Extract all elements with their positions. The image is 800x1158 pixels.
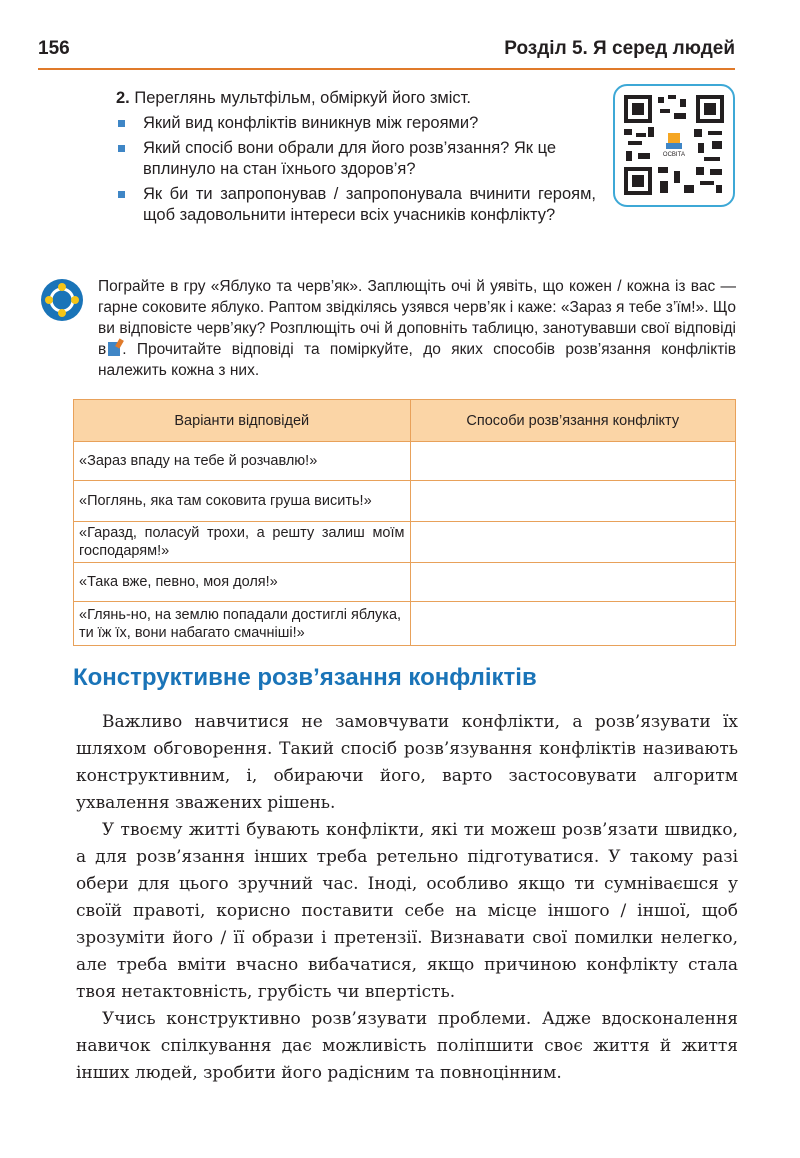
answer-cell: «Така вже, певно, моя доля!» xyxy=(74,563,411,602)
game-text-end: . Прочитайте відповіді та поміркуйте, до яких способів розв’язання конфліктів належить кожна з них. xyxy=(98,341,736,379)
bullet-icon xyxy=(118,120,125,127)
table-header-row xyxy=(74,400,736,442)
task-number: 2. xyxy=(116,89,130,107)
table-row xyxy=(74,481,736,522)
notebook-icon xyxy=(108,342,120,356)
list-item xyxy=(116,184,596,226)
task-lead xyxy=(116,88,596,109)
page-number: 156 xyxy=(38,38,70,59)
table-row xyxy=(74,442,736,481)
answer-cell: «Поглянь, яка там соковита груша висить!» xyxy=(74,481,411,522)
bullet-icon xyxy=(118,145,125,152)
bullet-icon xyxy=(118,191,125,198)
method-cell[interactable] xyxy=(410,481,736,522)
section-title: Конструктивне розв’язання конфліктів xyxy=(73,664,537,691)
question-text: Який вид конфліктів виникнув між героями? xyxy=(143,114,479,132)
table-row xyxy=(74,522,736,563)
paragraph: У твоєму житті бувають конфлікти, які ти можеш розв’язати швидко, а для розв’язання інших треба ретельно підготуватися. У такому разі обери для цього зручний час. Іноді, особливо якщо ти сумніваєшся у своїй правоті, корисно поставити себе на місце іншого / іншої, щоб зрозуміти його / її образи і претензії. Визнавати свої помилки нелегко, але треба вміти вчасно вибачатися, якщо причиною конфлікту стала твоя нетактовність, грубість чи впертість. xyxy=(76,820,738,1002)
table-row xyxy=(74,563,736,602)
paragraph: Учись конструктивно розв’язувати проблеми. Адже вдосконалення навичок спілкування дає можливість поліпшити своє життя й життя інших людей, зробити його радісним та повноцінним. xyxy=(76,1009,738,1083)
qr-logo-text: ОСВІТА xyxy=(662,152,686,158)
method-cell[interactable] xyxy=(410,602,736,646)
answers-table xyxy=(73,399,736,646)
question-text: Як би ти запропонував / запропонувала вчинити героям, щоб задовольнити інтереси всіх учасників конфлікту? xyxy=(143,185,596,224)
method-cell[interactable] xyxy=(410,442,736,481)
answer-cell: «Глянь-но, на землю попадали достиглі яблука, ти їж їх, вони набагато смачніші!» xyxy=(74,602,411,646)
question-list xyxy=(116,113,596,226)
qr-code-graphic xyxy=(615,86,733,205)
question-text: Який спосіб вони обрали для його розв’язання? Як це вплинуло на стан їхнього здоров’я? xyxy=(143,139,557,178)
task-2 xyxy=(116,88,596,230)
list-item xyxy=(116,113,596,134)
game-instructions xyxy=(98,276,736,381)
table-row xyxy=(74,602,736,646)
column-header: Способи розв’язання конфлікту xyxy=(410,400,736,442)
section-body xyxy=(76,709,738,1087)
chapter-title: Розділ 5. Я серед людей xyxy=(504,38,735,59)
group-game-icon xyxy=(40,278,84,322)
answer-cell: «Зараз впаду на тебе й розчавлю!» xyxy=(74,442,411,481)
page-header xyxy=(38,30,735,70)
paragraph: Важливо навчитися не замовчувати конфлікти, а розв’язувати їх шляхом обговорення. Такий спосіб розв’язування конфліктів називають конструктивним, і, обираючи його, варто застосовувати алгоритм ухвалення зважених рішень. xyxy=(76,712,738,813)
list-item xyxy=(116,138,596,180)
method-cell[interactable] xyxy=(410,563,736,602)
game-text: Пограйте в гру «Яблуко та черв’як». Заплющіть очі й уявіть, що кожен / кожна із вас — гарне соковите яблуко. Раптом звідкілясь узявся черв’як і каже: «Зараз я тебе з’їм!». Що ви відповісте черв’яку? Розплющіть очі й доповніть таблицю, занотувавши свої відповіді в xyxy=(98,278,736,358)
column-header: Варіанти відповідей xyxy=(74,400,411,442)
answer-cell: «Гаразд, поласуй трохи, а решту залиш моїм господарям!» xyxy=(74,522,411,563)
qr-code-icon[interactable] xyxy=(613,84,735,207)
method-cell[interactable] xyxy=(410,522,736,563)
task-lead-text: Переглянь мультфільм, обміркуй його зміст. xyxy=(134,89,471,107)
